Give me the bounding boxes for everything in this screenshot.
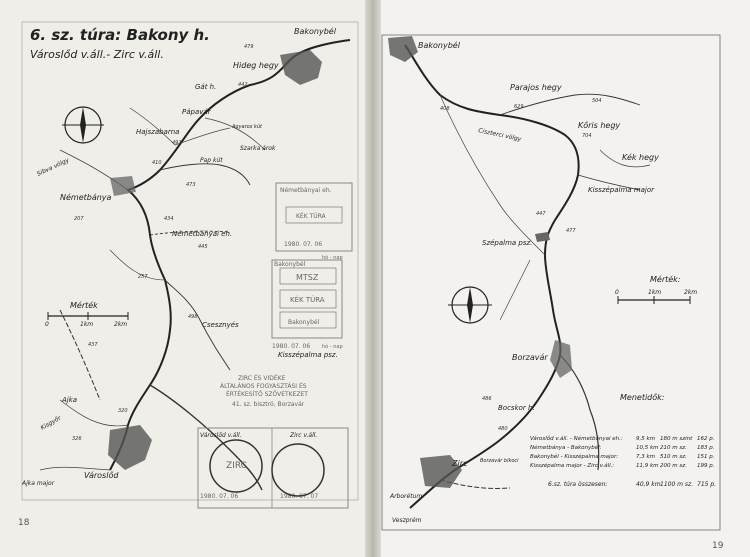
elev-434: 434 <box>164 216 174 222</box>
scale-label-1-left: 1km <box>80 321 94 328</box>
stamp-zirc-cooperative <box>220 374 308 408</box>
label-ciszterci-volgy: Ciszterci völgy <box>477 127 522 144</box>
scale-bar-left <box>48 312 128 320</box>
stamp3-line1: ZIRC ÉS VIDÉKE <box>238 375 286 382</box>
label-gat-h: Gát h. <box>195 83 217 91</box>
label-varoslod: Városlőd <box>84 471 119 480</box>
stamp1-line1: Németbányai eh. <box>280 187 332 194</box>
total-km: 40,9 km <box>636 481 661 488</box>
elev-326: 326 <box>72 436 82 442</box>
label-bakonybel-left: Bakonybél <box>294 27 336 36</box>
label-ajka: Ajka <box>62 396 78 404</box>
times-row-3-km: 11,9 km <box>636 463 659 469</box>
label-hajszabarna: Hajszabarna <box>136 128 180 136</box>
stamp2-date: 1980. 07. 06 <box>272 343 311 350</box>
stamp1-suffix: hó - nap <box>322 255 343 261</box>
elev-207: 207 <box>74 216 84 222</box>
elev-437: 437 <box>88 342 98 348</box>
label-silva-volgy: Sibva völgy <box>35 156 71 178</box>
label-hideg-hegy: Hideg hegy <box>233 61 279 70</box>
stamp2-line2: MTSZ <box>296 273 319 282</box>
label-kisszepalma-major: Kisszépalma major <box>588 186 655 194</box>
times-row-1-km: 10,5 km <box>636 445 659 451</box>
stamp4-left: Városlőd v.áll. <box>200 432 242 439</box>
scale-title-right: Mérték: <box>650 275 681 284</box>
right-stream-3 <box>500 260 530 320</box>
elev-491: 491 <box>172 140 182 146</box>
times-row-1-route: Németbánya - Bakonybél: <box>530 445 602 451</box>
stamp3-title: Kisszépalma psz. <box>278 351 338 359</box>
label-nemetbanyai-eh: Németbányai eh. <box>172 230 233 238</box>
stamp2-line3: KÉK TÚRA <box>290 296 325 304</box>
elev-442: 442 <box>238 82 248 88</box>
times-table <box>530 435 715 469</box>
postmark-text: ZIRC <box>226 461 247 471</box>
elev-704: 704 <box>582 133 592 139</box>
elev-504: 504 <box>592 98 602 104</box>
label-arboretum: Arborétum <box>390 493 423 500</box>
elev-447: 447 <box>536 211 546 217</box>
elev-408: 408 <box>440 106 450 112</box>
elev-479: 479 <box>244 44 254 50</box>
stamp2-suffix: hó - nap <box>322 344 343 350</box>
right-page-number: 19 <box>712 541 724 551</box>
label-pap-kut: Pap kút <box>200 157 223 164</box>
label-kisgyor: Kisgyőr <box>39 414 63 432</box>
label-zirc: Zirc <box>452 459 468 468</box>
stamp4-date-right: 1980. 07. 07 <box>280 493 319 500</box>
elev-445: 445 <box>198 244 208 250</box>
times-row-0-route: Városlőd v.áll. - Németbányai eh.: <box>530 436 623 442</box>
times-row-1-elev: 210 m sz. <box>660 445 687 451</box>
label-szepalma-psz: Szépalma psz. <box>482 239 533 247</box>
total-time: 715 p. <box>697 481 717 488</box>
label-papavar: Pápavár <box>182 108 211 116</box>
elev-486: 486 <box>482 396 492 402</box>
left-trail-branch-1 <box>160 164 250 185</box>
times-row-2-route: Bakonybél - Kisszépalma major: <box>530 454 619 460</box>
times-row-3-time: 199 p. <box>697 463 715 469</box>
right-stream-1 <box>440 95 545 255</box>
stamp3-line4: 41. sz. bisztró, Borzavár <box>232 401 305 408</box>
stamp3-line3: ÉRTÉKESÍTŐ SZÖVETKEZET <box>226 391 308 398</box>
scale-title-left: Mérték <box>70 301 98 310</box>
left-title: 6. sz. túra: Bakony h. <box>30 26 210 44</box>
left-page-number: 18 <box>18 518 30 528</box>
stamp2-line4: Bakonybél <box>288 319 320 326</box>
label-koris-hegy: Kőris hegy <box>578 121 621 130</box>
times-row-0-km: 9,5 km <box>636 436 656 442</box>
times-row-2-km: 7,3 km <box>636 454 656 460</box>
times-row-0-time: 162 p. <box>697 436 715 442</box>
scale-label-0-left: 0 <box>45 321 49 328</box>
right-elevations <box>440 98 602 432</box>
elev-498: 498 <box>188 314 198 320</box>
scale-label-1-right: 1km <box>648 289 662 296</box>
label-parajos-hegy: Parajos hegy <box>510 83 562 92</box>
elev-257: 257 <box>138 274 148 280</box>
total-elev: 1100 m sz. <box>660 481 694 488</box>
times-row-2-elev: 510 m sz. <box>660 454 687 460</box>
stamp2-line1: Bakonybél <box>274 261 306 268</box>
stamp1-line2: KÉK TÚRA <box>296 213 326 220</box>
scale-bar-right <box>618 296 690 304</box>
left-stream-6 <box>40 467 110 470</box>
elev-629: 629 <box>514 104 524 110</box>
elev-477: 477 <box>566 228 576 234</box>
times-row-0-elev: 180 m szint <box>660 436 693 442</box>
total-label: 6.sz. túra összesen: <box>548 481 608 488</box>
settlement-szepalma <box>535 232 550 242</box>
left-main-trail <box>110 40 350 470</box>
elev-320: 320 <box>118 408 128 414</box>
stamp3-line2: ÁLTALÁNOS FOGYASZTÁSI ÉS <box>220 383 307 390</box>
stamp1-date: 1980. 07. 06 <box>284 241 323 248</box>
compass-rose-right <box>448 287 492 323</box>
stamp4-date-left: 1980. 07. 06 <box>200 493 239 500</box>
label-bakonybel-right: Bakonybél <box>418 41 460 50</box>
scale-label-2-right: 2km <box>684 289 698 296</box>
times-title: Menetidők: <box>620 393 665 402</box>
label-agyaros: Agyaros kút <box>232 124 262 130</box>
times-row-3-elev: 200 m sz. <box>660 463 687 469</box>
label-szarkafarok: Szarka árok <box>240 145 276 152</box>
scale-label-2-left: 2km <box>114 321 128 328</box>
label-nemetbanya: Németbánya <box>60 193 112 202</box>
label-kek-hegy: Kék hegy <box>622 153 659 162</box>
label-borzavar-bikoci: Borzavár bikoci <box>480 458 519 464</box>
scale-label-0-right: 0 <box>615 289 619 296</box>
elev-480: 480 <box>498 426 508 432</box>
compass-rose-left <box>62 107 104 143</box>
times-total <box>548 481 716 488</box>
label-borzavar: Borzavár <box>512 353 548 362</box>
times-row-3-route: Kisszépalma major - Zirc v.áll.: <box>530 463 615 469</box>
label-csesznyes: Csesznyés <box>202 321 239 329</box>
label-ajka-major: Ajka major <box>22 480 55 487</box>
elev-410: 410 <box>152 160 162 166</box>
label-bocskor-h: Bocskor h. <box>498 404 535 412</box>
times-row-1-time: 183 p. <box>697 445 715 451</box>
stamp4-right: Zirc v.áll. <box>290 432 318 439</box>
settlement-bakonybel-left <box>280 50 322 85</box>
left-subtitle: Városlőd v.áll.- Zirc v.áll. <box>30 48 164 61</box>
label-veszprem: Veszprém <box>392 517 422 524</box>
times-row-2-time: 151 p. <box>697 454 715 460</box>
elev-473: 473 <box>186 182 196 188</box>
